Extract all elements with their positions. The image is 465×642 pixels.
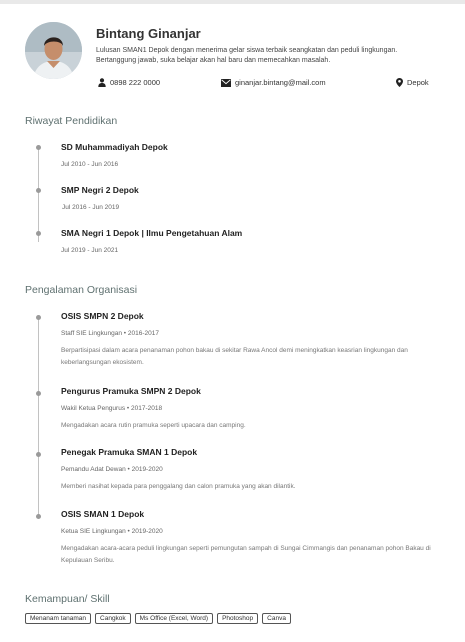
education-period: Jul 2016 - Jun 2019 [62, 204, 120, 211]
school-name: SD Muhammadiyah Depok [61, 142, 168, 152]
organization-timeline [38, 316, 39, 516]
period: 2016-2017 [127, 330, 159, 337]
phone-contact [98, 78, 160, 87]
meta-separator: • [126, 405, 130, 412]
meta-separator: • [127, 466, 130, 473]
top-bar [0, 0, 465, 4]
skill-tag: Canva [262, 613, 291, 624]
organization-description: Memberi nasihat kepada para penggalang dan calon pramuka yang akan dilantik. [61, 483, 296, 490]
meta-separator: • [127, 528, 130, 535]
school-name: SMP Negri 2 Depok [61, 185, 139, 195]
timeline-dot [36, 452, 41, 457]
organization-description: Mengadakan acara rutin pramuka seperti upacara dan camping. [61, 422, 246, 429]
role: Wakil Ketua Pengurus [61, 405, 126, 412]
organization-meta [61, 466, 446, 473]
profile-summary: Lulusan SMAN1 Depok dengan menerima gelar siswa terbaik seangkatan dan peduli lingkungan. Bertanggung jawab, suka belajar akan hal baru dan memecahkan masalah. [96, 47, 398, 64]
role: Pemandu Adat Dewan [61, 466, 126, 473]
location-text: Depok [407, 78, 429, 87]
organization-title: Pengalaman Organisasi [25, 284, 138, 296]
period: 2019-2020 [131, 466, 163, 473]
email-address: ginanjar.bintang@mail.com [235, 78, 326, 87]
organization-meta [61, 528, 446, 535]
person-icon [98, 78, 106, 87]
organization-meta [61, 330, 446, 337]
education-period: Jul 2019 - Jun 2021 [61, 247, 119, 254]
location-pin-icon [396, 78, 403, 87]
education-item [61, 142, 446, 168]
role: Ketua SIE Lingkungan [61, 528, 126, 535]
timeline-dot [36, 315, 41, 320]
organization-name: Pengurus Pramuka SMPN 2 Depok [61, 386, 201, 396]
organization-item [61, 386, 446, 432]
skill-tag: Menanam tanaman [25, 613, 91, 624]
education-item [61, 185, 446, 211]
period: 2017-2018 [130, 405, 163, 412]
education-item [61, 228, 446, 254]
organization-name: OSIS SMAN 1 Depok [61, 509, 145, 519]
profile-photo [25, 22, 82, 79]
role: Staff SIE Lingkungan [61, 330, 122, 337]
phone-number: 0898 222 0000 [110, 78, 161, 87]
timeline-dot [36, 145, 41, 150]
mail-icon [221, 79, 231, 87]
email-contact [221, 78, 326, 87]
skill-tag: Photoshop [217, 613, 258, 624]
period: 2019-2020 [131, 528, 163, 535]
skills-list [25, 613, 291, 624]
timeline-dot [36, 231, 41, 236]
timeline-dot [36, 188, 41, 193]
organization-item [61, 447, 446, 493]
timeline-dot [36, 514, 41, 519]
timeline-dot [36, 391, 41, 396]
meta-separator: • [123, 330, 127, 337]
organization-item [61, 311, 446, 369]
organization-description: Mengadakan acara-acara peduli lingkungan seperti pemungutan sampah di Sungai Cimmangis dan penanaman pohon Bakau di Kepulauan Seribu. [61, 545, 431, 564]
organization-name: Penegak Pramuka SMAN 1 Depok [61, 447, 198, 457]
education-title: Riwayat Pendidikan [25, 115, 118, 127]
organization-meta [61, 405, 446, 412]
skills-title: Kemampuan/ Skill [25, 593, 110, 605]
school-name: SMA Negri 1 Depok | Ilmu Pengetahuan Alam [61, 228, 243, 238]
organization-item [61, 509, 446, 567]
person-name: Bintang Ginanjar [96, 26, 201, 41]
organization-name: OSIS SMPN 2 Depok [61, 311, 144, 321]
avatar [25, 22, 82, 79]
organization-description: Berpartisipasi dalam acara penanaman pohon bakau di sekitar Rawa Ancol demi meningkatkan keasrian lingkungan dan keberlangsungan ekosistem. [61, 347, 408, 366]
skill-tag: Cangkok [95, 613, 131, 624]
education-timeline [38, 146, 39, 242]
location-contact [396, 78, 429, 87]
education-period: Jul 2010 - Jun 2016 [61, 161, 119, 168]
skill-tag: Ms Office (Excel, Word) [135, 613, 213, 624]
